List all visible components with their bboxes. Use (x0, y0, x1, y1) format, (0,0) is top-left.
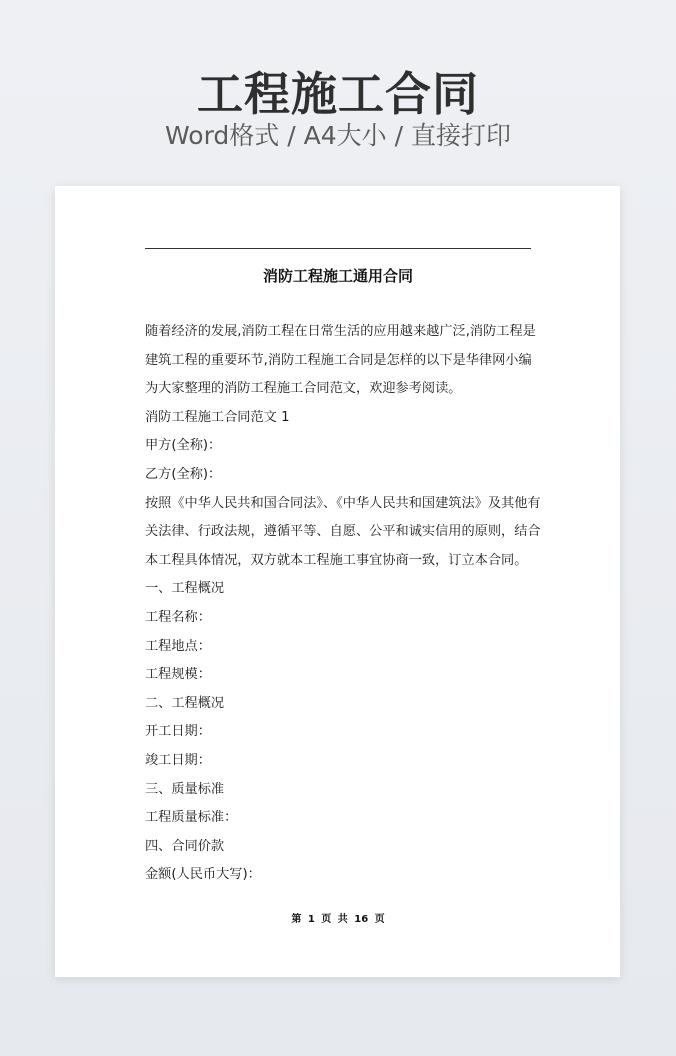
form-field-label: 工程名称： (145, 609, 211, 625)
form-field-label: 工程地点： (145, 638, 211, 654)
page-number: 第 1 页 共 16 页 (291, 914, 385, 925)
body-line: 为大家整理的消防工程施工合同范文，欢迎参考阅读。 (145, 381, 462, 397)
body-line: 本工程具体情况，双方就本工程施工事宜协商一致，订立本合同。 (145, 552, 528, 568)
form-field-label: 金额(人民币大写)： (145, 867, 261, 883)
body-line: 乙方(全称)： (145, 466, 222, 482)
section-heading: 一、工程概况 (145, 581, 225, 597)
document-title: 消防工程施工通用合同 (262, 267, 413, 285)
body-line: 消防工程施工合同范文 1 (145, 409, 290, 425)
document-page (55, 186, 620, 977)
section-heading: 二、工程概况 (145, 695, 225, 711)
form-field-label: 工程规模： (145, 667, 211, 683)
body-line: 关法律、行政法规，遵循平等、自愿、公平和诚实信用的原则，结合 (145, 524, 541, 540)
body-line: 按照《中华人民共和国合同法》、《中华人民共和国建筑法》及其他有 (145, 495, 541, 511)
section-heading: 四、合同价款 (145, 838, 225, 854)
body-line: 随着经济的发展,消防工程在日常生活的应用越来越广泛,消防工程是 (145, 324, 536, 339)
form-field-label: 工程质量标准： (145, 810, 238, 826)
body-line: 建筑工程的重要环节,消防工程施工合同是怎样的以下是华律网小编 (145, 352, 532, 368)
banner-subtitle: Word格式 / A4大小 / 直接打印 (165, 121, 511, 150)
document-body (145, 318, 541, 890)
form-field-label: 竣工日期： (145, 752, 211, 768)
body-line: 甲方(全称)： (145, 438, 222, 454)
section-heading: 三、质量标准 (145, 781, 225, 797)
banner-title: 工程施工合同 (197, 67, 479, 121)
header-rule (145, 248, 531, 249)
form-field-label: 开工日期： (145, 724, 211, 740)
